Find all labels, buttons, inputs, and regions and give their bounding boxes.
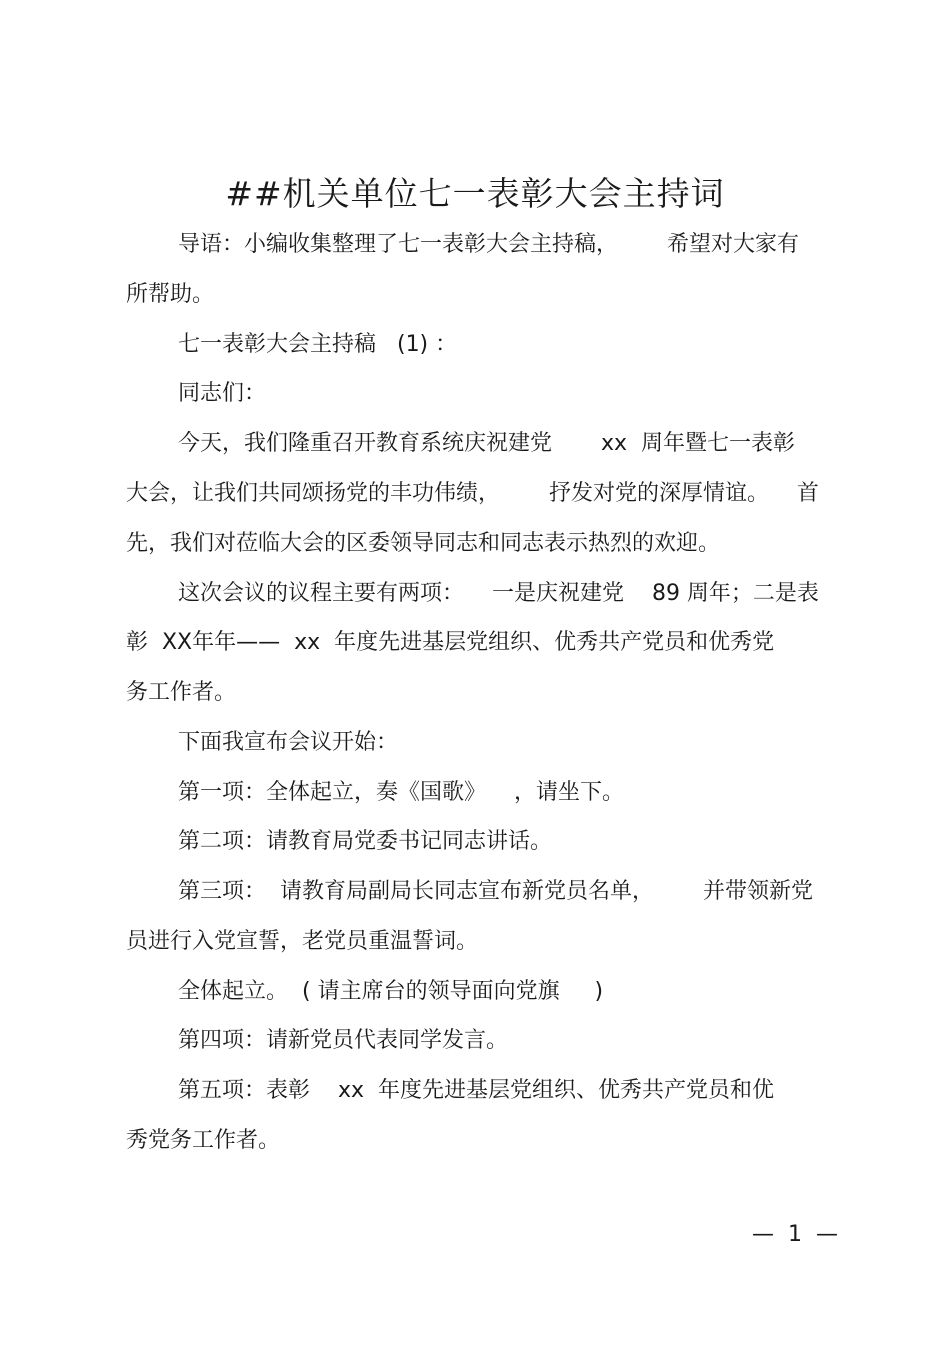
paragraph-line: 第二项：请教育局党委书记同志讲话。 <box>178 829 553 854</box>
paragraph-line: 下面我宣布会议开始： <box>178 730 399 755</box>
paragraph-line: 大会，让我们共同颂扬党的丰功伟绩， 抒发对党的深厚情谊。 首 <box>126 481 819 506</box>
paragraph-line: 所帮助。 <box>126 282 215 307</box>
paragraph-line: 第四项：请新党员代表同学发言。 <box>178 1028 509 1053</box>
paragraph-line: 秀党务工作者。 <box>126 1128 281 1153</box>
paragraph-line: 员进行入党宣誓，老党员重温誓词。 <box>126 929 479 954</box>
paragraph-line: 第五项：表彰 xx 年度先进基层党组织、优秀共产党员和优 <box>178 1078 774 1103</box>
paragraph-line: 全体起立。 ( 请主席台的领导面向党旗 ) <box>178 979 604 1004</box>
page-number: — 1 — <box>752 1222 838 1247</box>
paragraph-line: 导语：小编收集整理了七一表彰大会主持稿， 希望对大家有 <box>178 232 799 257</box>
paragraph-line: 先，我们对莅临大会的区委领导同志和同志表示热烈的欢迎。 <box>126 531 721 556</box>
paragraph-line: 这次会议的议程主要有两项： 一是庆祝建党 89 周年；二是表 <box>178 581 819 606</box>
paragraph-line: 务工作者。 <box>126 680 237 705</box>
paragraph-line: 同志们： <box>178 381 267 406</box>
paragraph-line: 七一表彰大会主持稿 (1) ： <box>178 332 458 357</box>
paragraph-line: 今天，我们隆重召开教育系统庆祝建党 xx 周年暨七一表彰 <box>178 431 795 456</box>
paragraph-line: 第三项： 请教育局副局长同志宣布新党员名单， 并带领新党 <box>178 879 813 904</box>
paragraph-line: 彰 XX年年—— xx 年度先进基层党组织、优秀共产党员和优秀党 <box>126 630 775 655</box>
document-title: ##机关单位七一表彰大会主持词 <box>225 174 725 213</box>
paragraph-line: 第一项：全体起立，奏《国歌》 ，请坐下。 <box>178 780 624 805</box>
